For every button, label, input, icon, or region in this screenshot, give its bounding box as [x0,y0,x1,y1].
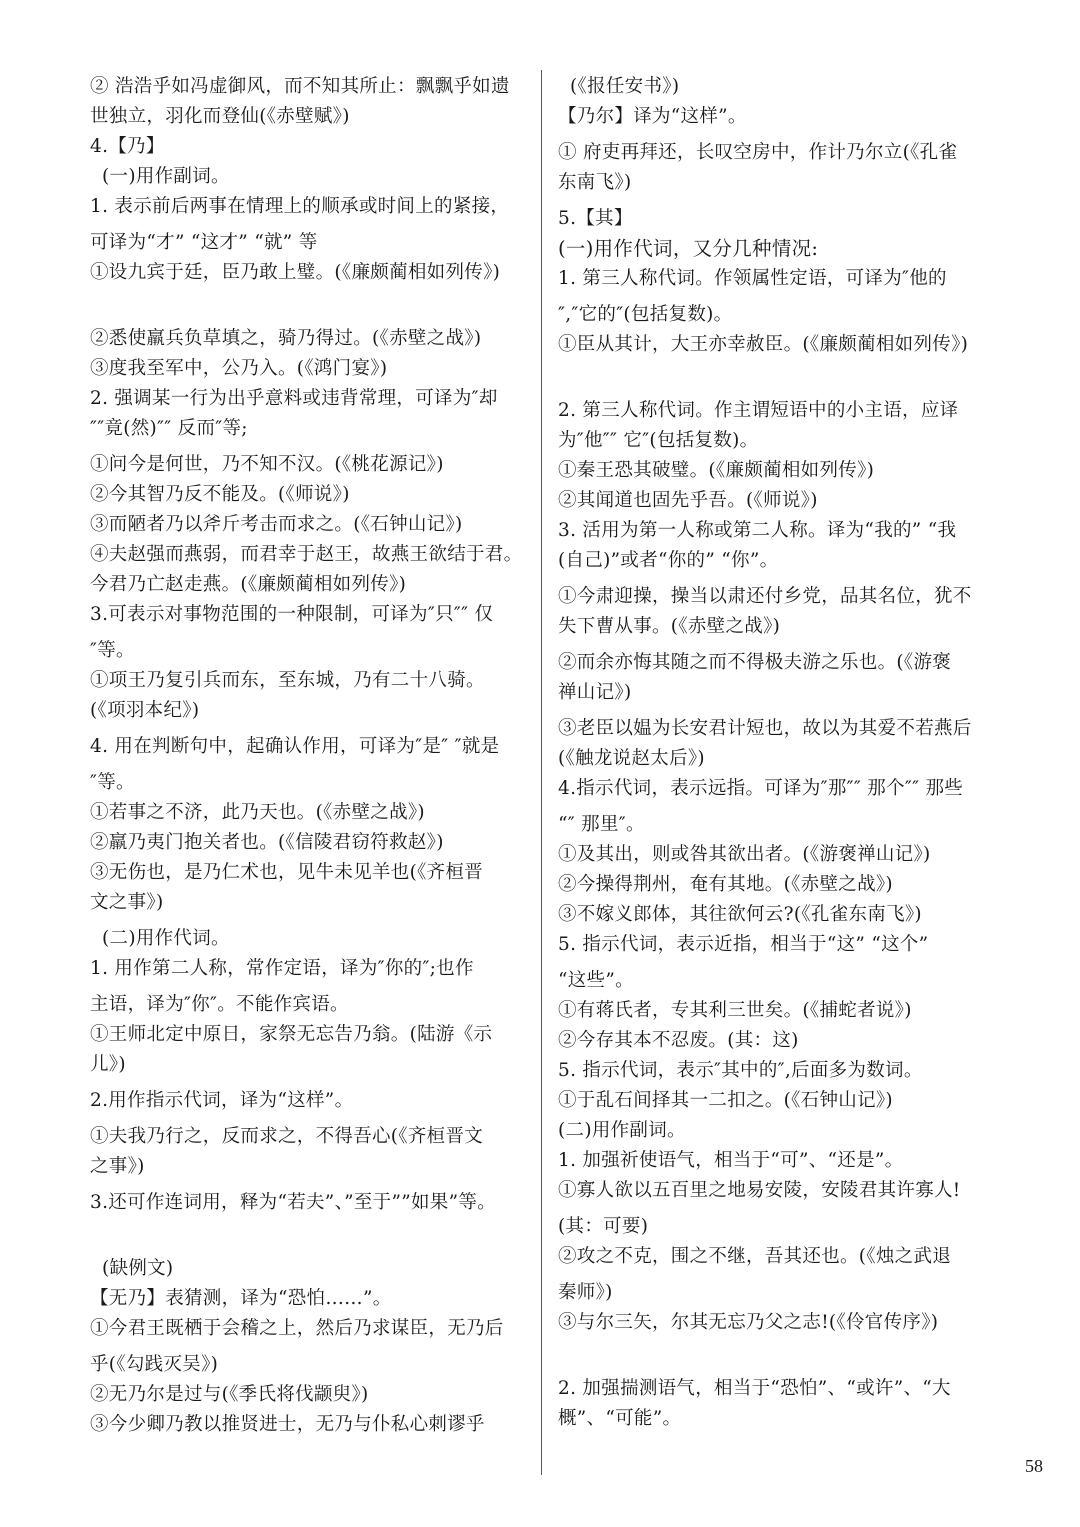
text-line: ③老臣以媪为长安君计短也，故以为其爱不若燕后 [558,718,972,739]
text-line: (缺例文) [102,1258,174,1279]
text-line: 2. 强调某一行为出乎意料或违背常理，可译为″却 [90,388,498,409]
text-line: 之事》) [90,1156,145,1177]
text-line: (一)用作副词。 [102,166,230,187]
text-line: 4.【乃】 [90,136,165,157]
text-line: 1. 加强祈使语气，相当于“可”、“还是”。 [558,1150,904,1171]
text-line: 今君乃亡赵走燕。(《廉颇蔺相如列传》) [90,574,407,595]
text-line: ②羸乃夷门抱关者也。(《信陵君窃符救赵》) [90,832,444,853]
text-line: (其：可要) [558,1216,649,1237]
text-line: 5. 指示代词，表示近指，相当于“这” “这个” [558,934,929,955]
page-number: 58 [1025,1456,1043,1476]
text-line: 【乃尔】译为“这样”。 [558,106,747,127]
text-line: (一)用作代词，又分几种情况: [558,237,819,260]
text-line: 1. 用作第二人称，常作定语，译为″你的″;也作 [90,958,474,979]
text-line: “这些”。 [558,970,634,991]
text-line: 秦师》) [558,1282,613,1303]
text-line: ②悉使羸兵负草填之，骑乃得过。(《赤壁之战》) [90,328,482,349]
text-line: ③不嫁义郎体，其往欲何云?(《孔雀东南飞》) [558,904,922,925]
text-line: ②今操得荆州，奄有其地。(《赤壁之战》) [558,874,893,895]
text-line: ③无伤也，是乃仁术也，见牛未见羊也(《齐桓晋 [90,862,484,883]
text-line: 概”、“可能”。 [558,1408,682,1429]
text-line: ″″竟(然)″″ 反而″等; [90,418,248,439]
text-line: 为″他″″ 它″(包括复数)。 [558,430,759,451]
text-line: ②其闻道也固先乎吾。(《师说》) [558,490,818,511]
blank-gap [90,288,530,324]
text-line: ②无乃尔是过与(《季氏将伐颛臾》) [90,1384,369,1405]
text-line: 禅山记》) [558,682,632,703]
text-line: 5. 指示代词，表示″其中的″,后面多为数词。 [558,1060,923,1081]
text-line: 【无乃】表猜测，译为“恐怕……”。 [90,1288,392,1309]
text-line: 2. 加强揣测语气，相当于“恐怕”、“或许”、“大 [558,1378,951,1399]
text-line: ②今其智乃反不能及。(《师说》) [90,484,350,505]
text-line: ②今存其本不忍废。(其：这) [558,1030,799,1051]
text-line: (二)用作代词。 [102,928,230,949]
text-line: ①设九宾于廷，臣乃敢上璧。(《廉颇蔺相如列传》) [90,262,501,283]
text-line: 3.还可作连词用，释为“若夫”、”至于””如果”等。 [90,1192,496,1213]
text-line: ④夫赵强而燕弱，而君幸于赵王，故燕王欲结于君。 [90,544,523,565]
text-line: ①今君王既栖于会稽之上，然后乃求谋臣，无乃后 [90,1318,504,1339]
text-line: ②而余亦悔其随之而不得极夫游之乐也。(《游褒 [558,652,952,673]
text-line: ③与尔三矢，尔其无忘乃父之志!(《伶官传序》) [558,1312,939,1333]
text-line: 失下曹从事。(《赤壁之战》) [558,616,781,637]
text-line: ① 府吏再拜还，长叹空房中，作计乃尔立(《孔雀 [558,142,958,163]
text-line: ①项王乃复引兵而东，至东城，乃有二十八骑。 [90,670,485,691]
text-line: (《项羽本纪》) [90,700,200,721]
text-line: ①及其出，则或咎其欲出者。(《游褒禅山记》) [558,844,931,865]
right-column [558,72,998,1434]
text-line: 5.【其】 [558,208,633,229]
text-line: 1. 第三人称代词。作领属性定语，可译为″他的 [558,268,947,289]
text-line: (《报任安书》) [570,76,680,97]
text-line: 2. 第三人称代词。作主谓短语中的小主语，应译 [558,400,959,421]
text-line: 4.指示代词，表示远指。可译为″那″″ 那个″″ 那些 [558,778,964,799]
text-line: 3. 活用为第一人称或第二人称。译为“我的” “我 [558,520,957,541]
text-line: 世独立，羽化而登仙(《赤壁赋》) [90,106,350,127]
text-line: ①臣从其计，大王亦幸赦臣。(《廉颇蔺相如列传》) [558,334,969,355]
text-line: ①夫我乃行之，反而求之，不得吾心(《齐桓晋文 [90,1126,484,1147]
text-line: ② 浩浩乎如冯虚御风，而不知其所止：飘飘乎如遗 [90,76,510,97]
blank-gap [558,360,998,396]
text-line: ①今肃迎操，操当以肃还付乡党，品其名位，犹不 [558,586,972,607]
text-line: 可译为“才” “这才” “就” 等 [90,232,318,253]
text-line: ″等。 [90,772,135,793]
text-line: (自己)”或者“你的” “你”。 [558,550,779,571]
text-line: ″,″它的″(包括复数)。 [558,304,733,325]
text-line: ①寡人欲以五百里之地易安陵，安陵君其许寡人! [558,1180,961,1201]
text-line: 3.可表示对事物范围的一种限制，可译为″只″″ 仅 [90,604,494,625]
text-line: ③今少卿乃教以推贤进士，无乃与仆私心刺谬乎 [90,1414,485,1435]
text-line: ①秦王恐其破璧。(《廉颇蔺相如列传》) [558,460,875,481]
column-divider [541,70,542,1475]
blank-gap [558,1338,998,1374]
text-line: ①若事之不济，此乃天也。(《赤壁之战》) [90,802,425,823]
text-line: ②攻之不克，围之不继，吾其还也。(《烛之武退 [558,1246,952,1267]
text-line: 2.用作指示代词，译为“这样”。 [90,1090,354,1111]
text-line: (《触龙说赵太后》) [558,748,705,769]
text-line: 文之事》) [90,892,164,913]
text-line: (二)用作副词。 [558,1120,686,1141]
text-line: “″ 那里″。 [558,814,645,835]
text-line: ①王师北定中原日，家祭无忘告乃翁。(陆游《示 [90,1024,493,1045]
text-line: ①于乱石间择其一二扣之。(《石钟山记》) [558,1090,893,1111]
text-line: 1. 表示前后两事在情理上的顺承或时间上的紧接， [90,196,510,217]
text-line: 东南飞》) [558,172,632,193]
text-line: ″等。 [90,640,135,661]
left-column [90,72,530,1440]
text-line: 乎(《勾践灭吴》) [90,1354,219,1375]
text-line: 4. 用在判断句中，起确认作用，可译为″是″ ″就是 [90,736,500,757]
text-line: ③而陋者乃以斧斤考击而求之。(《石钟山记》) [90,514,463,535]
text-line: ①有蒋氏者，专其利三世矣。(《捕蛇者说》) [558,1000,912,1021]
text-line: 儿》) [90,1054,126,1075]
text-line: 主语，译为″你″。不能作宾语。 [90,994,349,1015]
text-line: ③度我至军中，公乃入。(《鸿门宴》) [90,358,388,379]
blank-gap [90,1218,530,1254]
text-line: ①问今是何世，乃不知不汉。(《桃花源记》) [90,454,444,475]
